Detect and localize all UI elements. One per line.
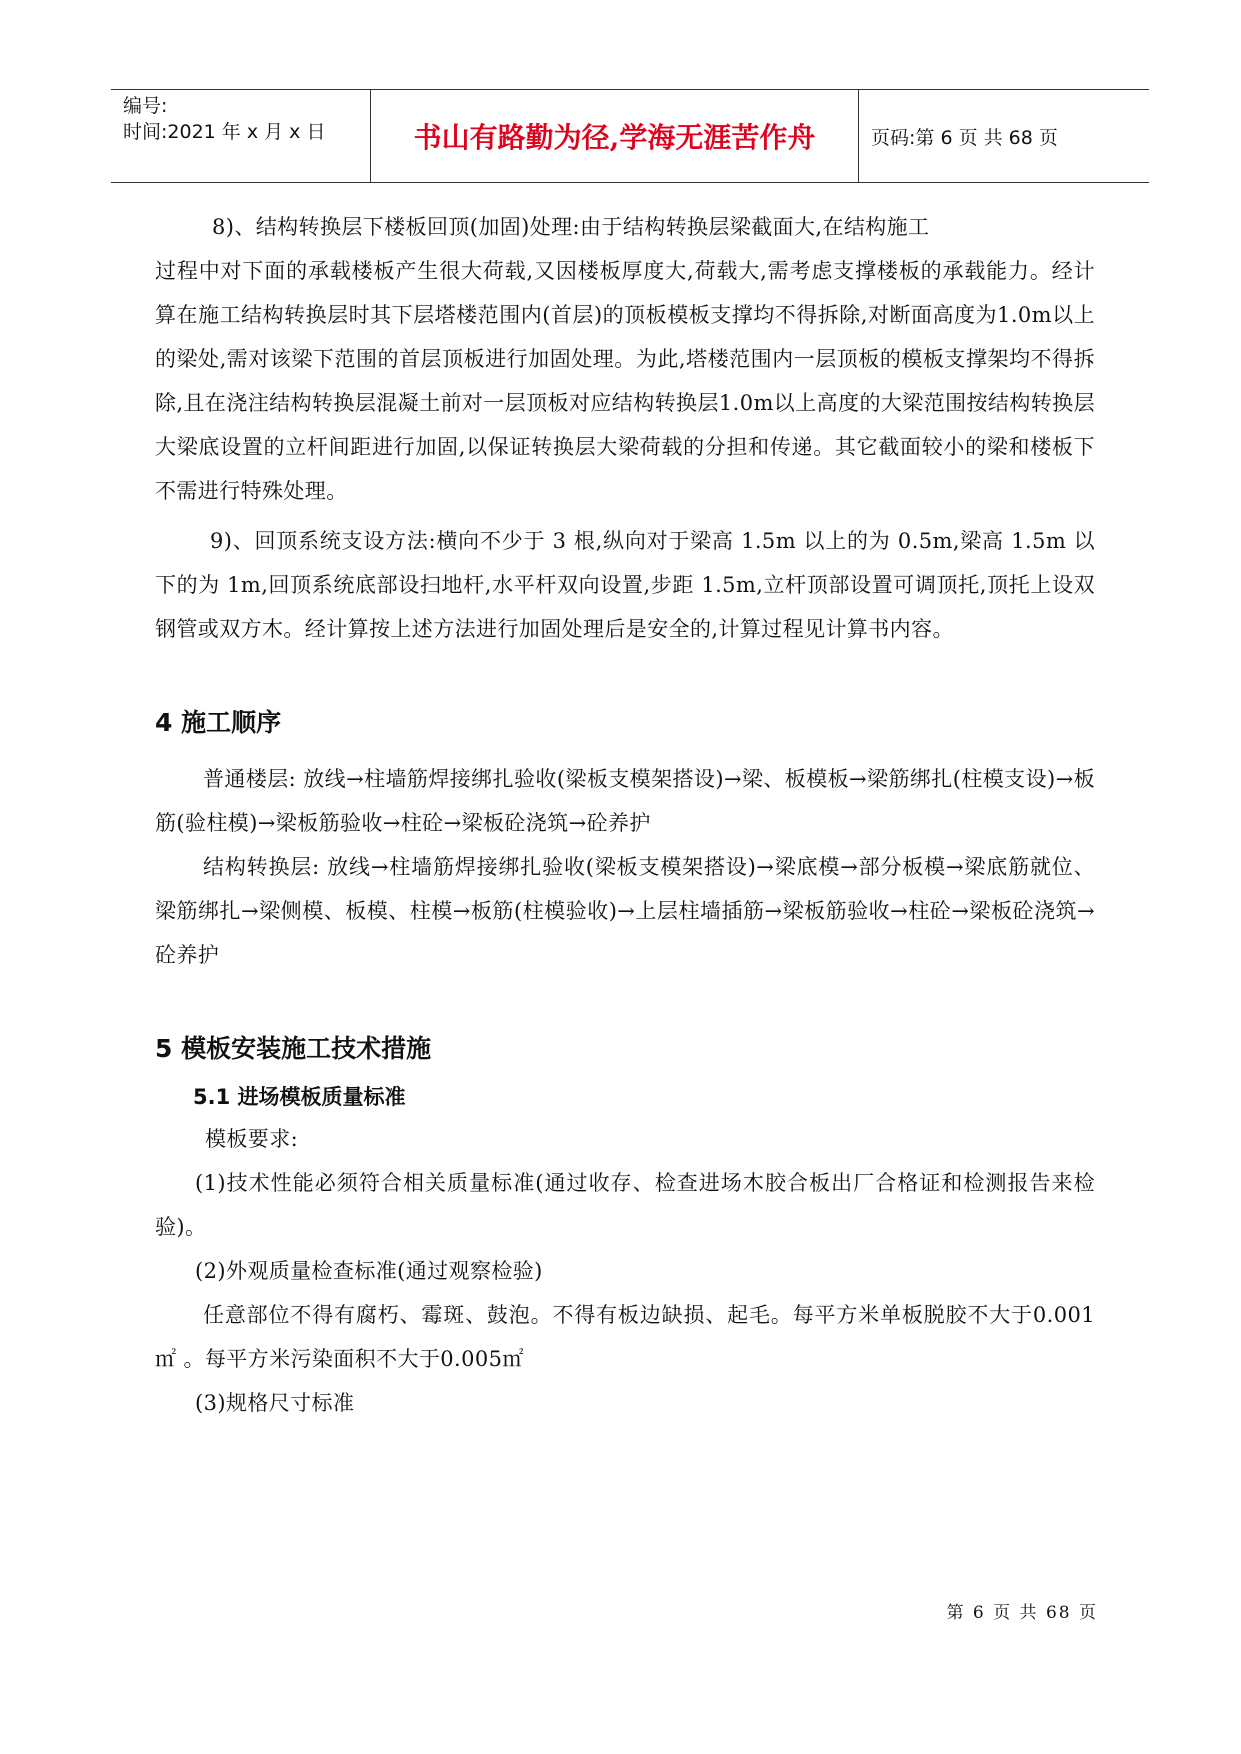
paragraph-8-first-line: 8)、结构转换层下楼板回顶(加固)处理:由于结构转换层梁截面大,在结构施工 [212,215,930,239]
header-meta [111,90,371,182]
header-motto: 书山有路勤为径,学海无涯苦作舟 [371,90,859,182]
document-number-label: 编号: [123,95,168,117]
requirement-item-2-detail: 任意部位不得有腐朽、霉斑、鼓泡。不得有板边缺损、起毛。每平方米单板脱胶不大于0.001㎡ 。每平方米污染面积不大于0.005㎡ [155,1303,1095,1371]
sequence-transfer-floor: 结构转换层: 放线→柱墙筋焊接绑扎验收(梁板支模架搭设)→梁底模→部分板模→梁底筋就位、梁筋绑扎→梁侧模、板模、柱模→板筋(柱模验收)→上层柱墙插筋→梁板筋验收→柱砼→梁板砼浇筑→砼养护 [155,855,1095,967]
formwork-requirements-label: 模板要求: [205,1127,299,1151]
section-5-1-title: 5.1 进场模板质量标准 [193,1085,406,1109]
section-5-title: 5 模板安装施工技术措施 [155,1034,432,1063]
requirement-item-3: (3)规格尺寸标准 [195,1391,355,1415]
sequence-normal-floor: 普通楼层: 放线→柱墙筋焊接绑扎验收(梁板支模架搭设)→梁、板模板→梁筋绑扎(柱模支设)→板筋(验柱模)→梁板筋验收→柱砼→梁板砼浇筑→砼养护 [155,767,1095,835]
requirement-item-1: (1)技术性能必须符合相关质量标准(通过收存、检查进场木胶合板出厂合格证和检测报告来检验)。 [155,1171,1095,1239]
document-time-label: 时间:2021 年 x 月 x 日 [123,121,326,143]
section-4-title: 4 施工顺序 [155,708,282,737]
requirement-item-2: (2)外观质量检查标准(通过观察检验) [195,1259,543,1283]
page-footer-number: 第 6 页 共 68 页 [946,1603,1098,1623]
paragraph-8-body: 过程中对下面的承载楼板产生很大荷载,又因楼板厚度大,荷载大,需考虑支撑楼板的承载能力。经计算在施工结构转换层时其下层塔楼范围内(首层)的顶板模板支撑均不得拆除,对断面高度为1.0m以上的梁处,需对该梁下范围的首层顶板进行加固处理。为此,塔楼范围内一层顶板的模板支撑架均不得拆除,且在浇注结构转换层混凝土前对一层顶板对应结构转换层1.0m以上高度的大梁范围按结构转换层大梁底设置的立杆间距进行加固,以保证转换层大梁荷载的分担和传递。其它截面较小的梁和楼板下不需进行特殊处理。 [155,259,1095,503]
header-page-number: 页码:第 6 页 共 68 页 [871,126,1058,149]
page-header [111,89,1149,183]
paragraph-9: 9)、回顶系统支设方法:横向不少于 3 根,纵向对于梁高 1.5m 以上的为 0.5m,梁高 1.5m 以下的为 1m,回顶系统底部设扫地杆,水平杆双向设置,步距 1.5m,立杆顶部设置可调顶托,顶托上设双钢管或双方木。经计算按上述方法进行加固处理后是安全的,计算过程见计算书内容。 [155,529,1095,641]
document-body [155,205,1095,1425]
